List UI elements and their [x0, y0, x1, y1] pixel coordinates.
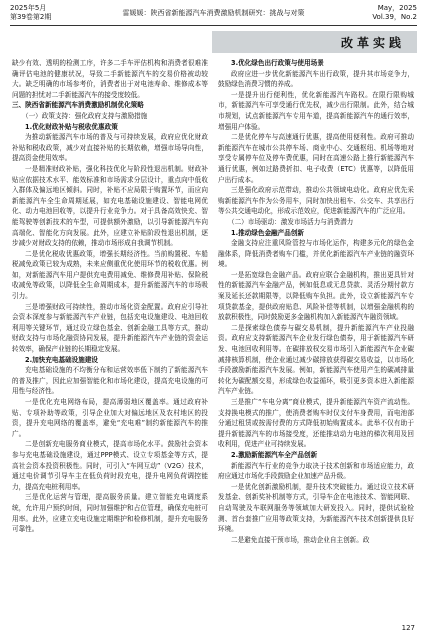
section-banner [212, 31, 417, 53]
paragraph: 为推动新能源汽车市场的普及与可持续发展，政府应优化财政补贴和税收政策，减少对直接补贴的长期依赖，增强市场导向性，提高资金使用效率。 [12, 133, 208, 163]
paragraph: 二是优化停车与高速通行优惠，提高使用便利性。政府可推动新能源汽车在城市公共停车场、商业中心、交通枢纽、机场等地对享受专属停车位及停车费优惠，同时在高速公路上推行新能源汽车通行优惠，例如过路费折扣、电子收费（ETC）优惠等，以降低用户出行成本。 [218, 133, 414, 184]
sub-subsection-heading: 1.推动绿色金融产品创新 [231, 228, 305, 237]
paragraph: 一是精准财政补贴，强化科技优化与阶段性退出机制。财政补贴应依据技术水平、能效标准和市场需求分层设计，重点向中低收入群体及偏远地区倾斜。同时，补贴不应局限于购置环节，而应向新能源汽车全生命周期延展，如充电基础设施建设、智能电网优化、动力电池回收等，以提升行业竞争力。对于具备高效快充、智能驾驶等创新技术的车型，可提供额外激励，以引导新能源汽车向高端化、智能化方向发展。此外，应建立补贴阶段性退出机制，逐步减少对财政支持的依赖，推动市场形成自我调节机制。 [12, 164, 208, 248]
sub-subsection-heading: 1.优化财政补贴与税收优惠政策 [25, 122, 118, 131]
sub-subsection-heading: 2.加快充电基础设施建设 [25, 355, 99, 364]
paragraph: 充电基础设施的不均衡分布和运营效率低下制约了新能源汽车的普及推广，因此应加强智能化和市场化建设，提高充电设施的可用性与经济性。 [12, 366, 208, 396]
page-number: 127 [401, 624, 415, 632]
paragraph: 新能源汽车行业的竞争力取决于技术创新和市场适应能力，政府应通过市场化手段鼓励企业加速产品升级。 [218, 461, 414, 481]
header-volume-en: Vol.39，No.2 [372, 13, 417, 21]
running-header [10, 3, 417, 25]
paragraph: 缺少有效、透明的检测工序，许多二手车评估机构和消费者很难准确评估电池的健康状况，导致二手新能源汽车的交易价格被动较大。缺乏明确的市场参考价，消费者出于对电池寿命、维修成本等问题的担忧对二手新能源汽车的接受度较低。 [12, 59, 208, 99]
paragraph: 一是优化充电网络布局，提高薄弱地区覆盖率。通过政府补贴、专项补助等政策，引导企业加大对偏远地区及农村地区的投资，提升充电网络的覆盖率，避免“充电难”制约新能源汽车的推广。 [12, 398, 208, 438]
sub-subsection-heading: 2.激励新能源汽车全产品创新 [231, 450, 318, 459]
paragraph: 一是拓宽绿色金融产品。政府应联合金融机构，推出更具针对性的新能源汽车金融产品，例如低息或无息贷款、灵活分期付款方案及延长还款期限等，以降低购车负担。此外，设立新能源汽车专项贷款基金，提供政府贴息、风险补偿等机制，以增强金融机构的放款积极性，同时鼓励更多金融机构加入新能源汽车融资领域。 [218, 270, 414, 322]
subsection-heading: （一）政策支持：强化政府支持与激励措施 [22, 111, 148, 120]
header-date-en: May，2025 [377, 4, 417, 12]
section-banner-label: 改革实践 [340, 35, 405, 50]
paragraph: 二是探索绿色债券与碳交易机制，提升新能源汽车产业投融资。政府应支持新能源汽车企业发行绿色债券，用于新能源汽车研发、电池回收利用等。在碳排放权交易市场引入新能源汽车企业碳减排核算机制，使企业通过减少碳排放获得碳交易收益，以市场化手段激励新能源汽车发展。例如，新能源汽车使用产生的碳减排量转化为碳配额交易，形成绿色收益循环，吸引更多资本进入新能源汽车产业链。 [218, 323, 414, 396]
paragraph: 金融支持应注重风险管控与市场化运作，构建多元化的绿色金融体系，降低消费者购车门槛，并优化新能源汽车产业链的融资环境。 [218, 239, 414, 269]
paragraph: 政府应进一步优化新能源汽车出行政策，提升其市场竞争力，鼓励绿色消费习惯的养成。 [218, 69, 414, 89]
header-volume: 第39卷第2期 [10, 13, 52, 21]
paragraph: 二是优化税收优惠政策，增强长期经济性。当前购置税、车船税减免政策已较为成熟，未来应侧重优化使用环节的税收优惠。例如，对新能源汽车用户提供充电费用减免、维修费用补贴、保险税收减免等政策，以降低全生命周期成本，提升新能源汽车的市场吸引力。 [12, 249, 208, 301]
paragraph: 三是增强财政可持续性，推动市场化资金配置。政府应引导社会资本深度参与新能源汽车产业链，包括充电设施建设、电池回收利用等关键环节，通过设立绿色基金、创新金融工具等方式，推动财政支持与市场化融资协同发展，提升新能源汽车产业链的资金运转效率，确保产业链的长期稳定发展。 [12, 302, 208, 354]
paragraph: 一是提升出行便利性，优化新能源汽车路权。在限行限购城市，新能源汽车可享受通行优先权，减少出行限制。此外，结合城市规划，试点新能源汽车专用车道，提高新能源汽车的通行效率，增强用户体验。 [218, 90, 414, 131]
left-text-column [12, 58, 208, 622]
paragraph: 二是创新充电服务商业模式，提高市场化水平。鼓励社会资本参与充电基础设施建设，通过PPP模式、设立专项基金等方式，提高社会资本投资积极性。同时，可引入“车网互动”（V2G）技术，通过电价调节引导车主在低负荷时段充电，提升电网负荷调控能力，提高充电桩利用率。 [12, 440, 208, 491]
paragraph: 三是优化运营与管理，提高服务质量。建立智能充电调度系统，允许用户预约时间，同时加强维护和占位管理，确保充电桩可用率。此外，应建立充电设施定期维护和检修机制，提升充电服务可靠性。 [12, 493, 208, 534]
paragraph: 三是强化政府示范带动，推动公共领域电动化。政府应优先采购新能源汽车作为公务用车，同时加快出租车、公交车、共享出行等公共交通电动化，形成示范效应，促进新能源汽车的广泛应用。 [218, 186, 414, 216]
paragraph: 二是避免直接干预市场，推动企业自主创新。政 [231, 535, 370, 544]
header-date: 2025年5月 [10, 4, 47, 12]
header-issue-info-en [372, 4, 417, 22]
subsection-heading: （二）市场驱动：激发市场活力与消费潜力 [228, 217, 354, 226]
header-article-title: 雷媛媛：陕西省新能源汽车消费激励机制研究：挑战与对策 [122, 9, 305, 17]
header-divider [10, 25, 417, 26]
paragraph: 一是优化创新激励机制，提升技术突破能力。通过设立技术研发基金、创新奖补机制等方式，引导车企在电池技术、智能网联、自动驾驶及车联网服务等领域加大研发投入。同时，提供试验检测、首台套推广应用等政策支持，为新能源汽车技术创新提供良好环境。 [218, 482, 414, 534]
sub-subsection-heading: 3.优化绿色出行政策与使用场景 [231, 59, 324, 67]
paragraph: 三是推广“车电分离”商业模式，提升新能源汽车资产流动性。支持换电模式的推广，使消费者购车时仅支付车身费用，而电池部分通过租赁或按需付费的方式降低初始购置成本。此举不仅有助于提升新能源汽车的市场接受度，还能推动动力电池的梯次利用及回收利用，促进产业可持续发展。 [218, 398, 414, 449]
section-heading: 三、陕西省新能源汽车消费激励机制优化策略 [12, 101, 144, 110]
right-text-column [218, 58, 414, 622]
